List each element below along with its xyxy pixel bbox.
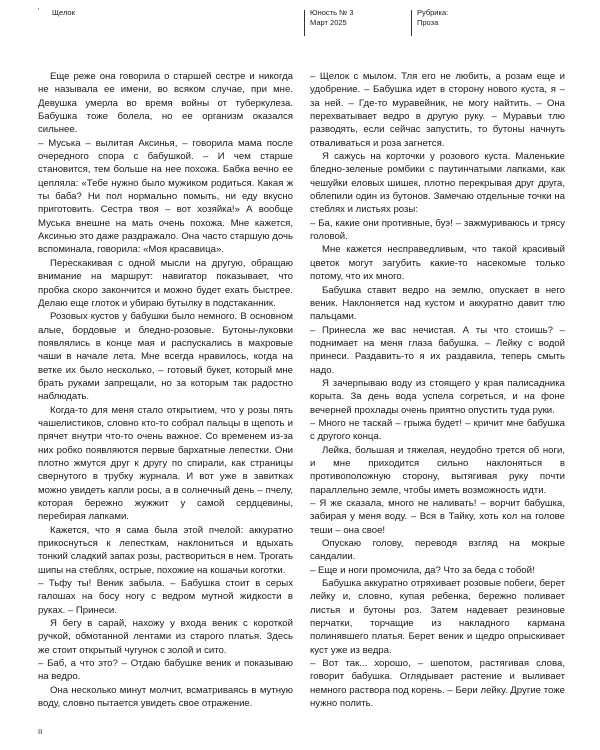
paragraph: Розовых кустов у бабушки было немного. В основном алые, бордовые и бледно-розовые. Бутоны-луковки появлялись в конце мая и распускались в махровые чаши в начале лета. Мне всегда нравилось, когда на ветке их было несколько, – готовый букет, который мне брать руками запрещали, но за которым так радостно наблюдать.	[38, 311, 293, 403]
paragraph: – Еще и ноги промочила, да? Что за беда с тобой!	[310, 564, 535, 576]
paragraph: Я сажусь на корточки у розового куста. Маленькие бледно-зеленые ромбики с паутинчатыми лапками, как чешуйки еловых шишек, плотно перекрывая друг друга, облепили один из бутонов. Замечаю отдельные точки на стеблях и листьях розы:	[310, 151, 565, 216]
header-rubric-label: Рубрика:	[417, 8, 449, 17]
paragraph: Кажется, что я сама была этой пчелой: аккуратно прикоснуться к лепесткам, наклониться и вдыхать тонкий сладкий запах розы, раствориться в нем. Трогать шипы на стеблях, острые, похожие на кошачьи коготки.	[38, 524, 293, 576]
paragraph: – Муська – вылитая Аксинья, – говорила мама после очередного спора с бабушкой. – И чем старше становится, тем больше на нее похожа. Бабка вечно ее цепляла: «Тебе нужно было мужиком родиться. Какая ж ты баба? Ни пол нормально помыть, ни еду вкусно приготовить. Сестра твоя – вот хозяйка!» А вообще Муська внешне на мать очень похожа. Мне кажется, Аксинью это даже раздражало. Она часто старшую дочь вспоминала, говорила: «Моя красавица».	[38, 137, 293, 256]
paragraph: Перескакивая с одной мысли на другую, обращаю внимание на маршрут: навигатор показывает, что пробка скоро закончится и можно будет ехать быстрее. Делаю еще глоток и убираю бутылку в подстаканник.	[38, 257, 293, 309]
header-divider	[411, 10, 412, 36]
paragraph: – Щелок с мылом. Тля его не любить, а розам еще и удобрение. – Бабушка идет в сторону нового куста, я – за ней. – Где-то муравейник, не могу найтить. – Она перехватывает ведро в другую руку. – Муравьи тлю разводять, если сейчас запустить, то бутоны начнуть отваливаться и роза загнется.	[310, 71, 565, 149]
paragraph: – Вот так... хорошо, – шепотом, растягивая слова, говорит бабушка. Оглядывает растение и выливает немного раствора под корень. – Бери лейку. Другие тоже нужно полить.	[310, 658, 565, 710]
left-column	[38, 70, 293, 711]
page-number: II	[38, 727, 43, 736]
header-author: Щелок	[52, 8, 75, 17]
header-divider	[304, 10, 305, 36]
paragraph: Еще реже она говорила о старшей сестре и никогда не называла ее имени, во всяком случае, при мне. Девушка умерла во время войны от туберкулеза. Бабушка тоже болела, но ее организм оказался сильнее.	[38, 71, 293, 136]
paragraph: Бабушка ставит ведро на землю, опускает в него веник. Наклоняется над кустом и аккуратно давит тлю пальцами.	[310, 284, 565, 323]
header-rubric-value: Проза	[417, 18, 439, 27]
header-rubric	[417, 8, 448, 28]
paragraph: Опускаю голову, переводя взгляд на мокрые сандалии.	[310, 538, 565, 563]
paragraph: Когда-то для меня стало открытием, что у розы пять чашелистиков, словно кто-то собрал пальцы в щепоть и прячет внутри что-то очень важное. Со временем из-за них робко появляются первые бархатные лепестки. Они плотно жмутся друг к другу по спирали, как страницы свернутого в трубку журнала. И вот уже в завитках можно увидеть капли росы, а в солнечный день – пчелу, которая бережно жужжит у самой сердцевины, перебирая лапками.	[38, 404, 293, 523]
paragraph: – Ба, какие они противные, буэ! – зажмуриваюсь и трясу головой.	[310, 217, 565, 243]
paragraph: – Тьфу ты! Веник забыла. – Бабушка стоит в серых галошах на босу ногу с ведром мутной жидкости в руках. – Принеси.	[38, 578, 293, 616]
paragraph: – Я же сказала, много не наливать! – ворчит бабушка, забирая у меня воду. – Вся в Тайку, хоть кол на голове теши – она свое!	[310, 498, 565, 536]
paragraph: Я бегу в сарай, нахожу у входа веник с короткой ручкой, обмотанной лентами из старого платья. Здесь же стоит открытый чугунок с золой и сито.	[38, 618, 293, 656]
paragraph: Она несколько минут молчит, всматриваясь в мутную воду, словно пытается увидеть свое отражение.	[38, 684, 293, 710]
paragraph: Бабушка аккуратно отряхивает розовые побеги, берет лейку и, словно, купая ребенка, бережно поливает листья и бутоны роз. Затем надевает резиновые перчатки, торчащие из накладного кармана полинявшего платья. Берет веник и щедро опрыскивает куст уже из ведра.	[310, 578, 565, 656]
right-column	[310, 70, 565, 711]
paragraph: – Много не таскай – грыжа будет! – кричит мне бабушка с другого конца.	[310, 417, 565, 443]
corner-mark: '	[38, 8, 40, 15]
header-magazine: Юность № 3	[310, 8, 354, 17]
paragraph: Я зачерпываю воду из стоящего у края палисадника корыта. За день вода успела согреться, и на фоне вечерней прохлады очень приятно опустить туда руки.	[310, 377, 565, 416]
paragraph: Мне кажется несправедливым, что такой красивый цветок могут загубить какие-то насекомые только потому, что их много.	[310, 244, 565, 283]
paragraph: Лейка, большая и тяжелая, неудобно трется об ноги, и мне приходится сильно наклоняться в противоположную сторону, вытягивая руку почти параллельно земле, чтобы иметь возможность идти.	[310, 444, 565, 496]
header-date: Март 2025	[310, 18, 347, 27]
paragraph: – Принесла же вас нечистая. А ты что стоишь? – поднимает на меня глаза бабушка. – Лейку с водой принеси. Раздавить-то я их раздавила, теперь смыть надо.	[310, 324, 565, 376]
header-issue	[310, 8, 353, 28]
paragraph: – Баб, а что это? – Отдаю бабушке веник и показываю на ведро.	[38, 658, 293, 683]
